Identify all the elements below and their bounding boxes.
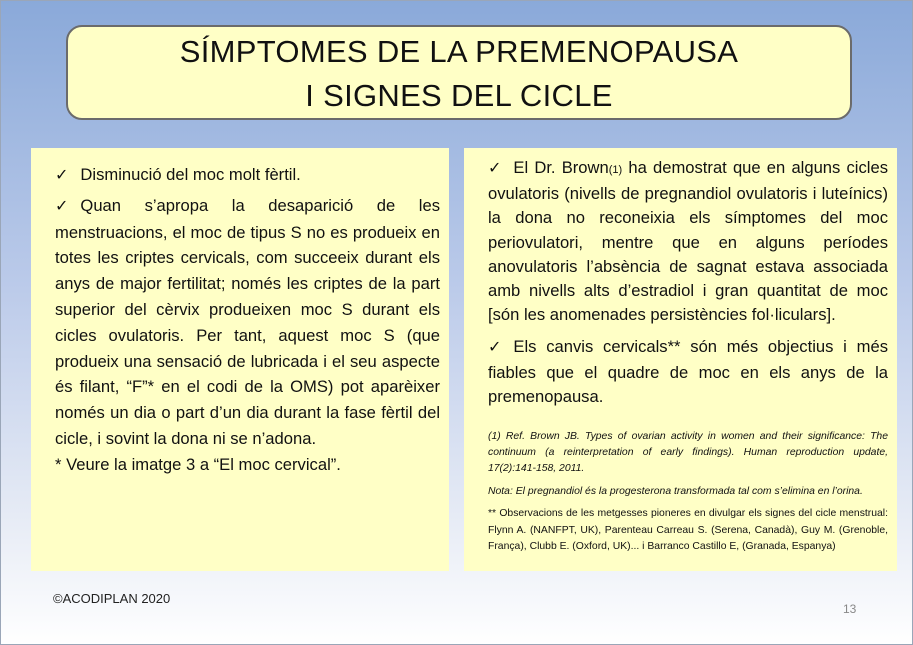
checkmark-icon: ✓	[55, 197, 69, 215]
title-box	[66, 25, 852, 120]
title-line-2: I SIGNES DEL CICLE	[305, 78, 613, 113]
page-number: 13	[843, 602, 857, 616]
reference-citation: (1) Ref. Brown JB. Types of ovarian activity in women and their significance: The continuum (a reinterpretation of early findings). Human reproduction update, 17(2):141-158, 2011.	[488, 431, 888, 474]
title-line-1: SÍMPTOMES DE LA PREMENOPAUSA	[179, 34, 739, 69]
bullet-paragraph-1	[55, 162, 440, 189]
paragraph-text: Els canvis cervicals** són més objectius i més fiables que el quadre de moc en els anys de la premenopausa.	[488, 337, 888, 406]
checkmark-icon: ✓	[488, 339, 502, 357]
checkmark-icon: ✓	[55, 167, 69, 184]
bullet-paragraph-cervical	[488, 335, 888, 409]
note-pregnandiol: Nota: El pregnandiol és la progesterona transformada tal com s’elimina en l’orina.	[488, 486, 863, 498]
paragraph-text-start: El Dr. Brown	[513, 158, 609, 177]
footnote-image-reference: * Veure la imatge 3 a “El moc cervical”.	[55, 454, 341, 474]
copyright-footer: ©ACODIPLAN 2020	[53, 591, 171, 606]
bullet-paragraph-2	[55, 193, 440, 452]
right-text-panel	[464, 148, 897, 571]
reference-marker: (1)	[608, 164, 623, 176]
paragraph-text: Disminució del moc molt fèrtil.	[80, 165, 301, 184]
checkmark-icon: ✓	[488, 160, 502, 177]
observations-footnote: ** Observacions de les metgesses pioneres en divulgar els signes del cicle menstrual: Flynn A. (NANFPT, UK), Parenteau Carreau S. (Serena, Canadà), Guy M. (Grenoble, França), Clubb E. (Oxford, UK)... i Barranco Castillo E, (Granada, Espanya)	[488, 508, 888, 553]
bullet-paragraph-brown	[488, 156, 888, 327]
paragraph-text-rest: ha demostrat que en alguns cicles ovulatoris (nivells de pregnandiol ovulatoris i luteínics) la dona no reconeixia els símptomes del moc periovulatori, mentre que en alguns períodes anovulatoris l’absència de sagnat estava associada amb nivells alts d’estradiol i gran quantitat de moc [són les anomenades persistències fol·liculars].	[488, 158, 888, 325]
paragraph-text: Quan s’apropa la desaparició de les menstruacions, el moc de tipus S no es produeix en totes les criptes cervicals, com succeeix durant els anys de major fertilitat; només les criptes de la part superior del cèrvix produeixen moc S durant els cicles ovulatoris. Per tant, aquest moc S (que produeix una sensació de lubricada i el seu aspecte és filant, “F”* en el codi de la OMS) pot aparèixer només un dia o part d’un dia durant la fase fèrtil del cicle, i sovint la dona ni se n’adona.	[55, 195, 440, 448]
left-text-panel	[31, 148, 449, 571]
